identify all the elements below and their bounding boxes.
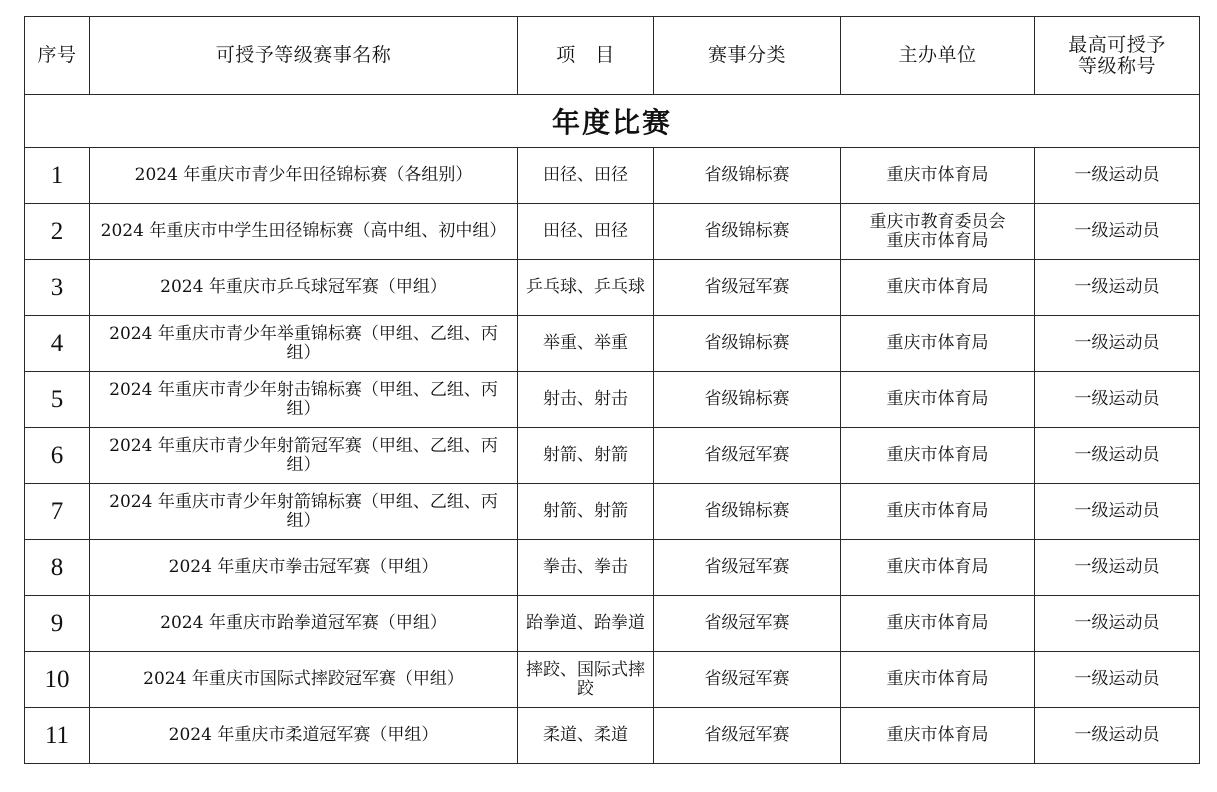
table-row bbox=[25, 596, 1200, 652]
cell-item: 跆拳道、跆拳道 bbox=[518, 596, 654, 652]
header-level: 最高可授予 等级称号 bbox=[1035, 17, 1200, 95]
cell-number: 9 bbox=[25, 596, 90, 652]
cell-item: 田径、田径 bbox=[518, 148, 654, 204]
table-row bbox=[25, 204, 1200, 260]
cell-organizer: 重庆市体育局 bbox=[841, 652, 1035, 708]
cell-organizer: 重庆市体育局 bbox=[841, 708, 1035, 764]
cell-organizer: 重庆市体育局 bbox=[841, 484, 1035, 540]
cell-number: 3 bbox=[25, 260, 90, 316]
cell-level: 一级运动员 bbox=[1035, 540, 1200, 596]
cell-number: 6 bbox=[25, 428, 90, 484]
cell-organizer: 重庆市体育局 bbox=[841, 372, 1035, 428]
cell-number: 10 bbox=[25, 652, 90, 708]
cell-level: 一级运动员 bbox=[1035, 484, 1200, 540]
table-row bbox=[25, 316, 1200, 372]
cell-item: 举重、举重 bbox=[518, 316, 654, 372]
cell-category: 省级锦标赛 bbox=[654, 148, 841, 204]
cell-organizer: 重庆市体育局 bbox=[841, 260, 1035, 316]
header-number: 序号 bbox=[25, 17, 90, 95]
cell-organizer: 重庆市体育局 bbox=[841, 596, 1035, 652]
cell-event-name: 2024 年重庆市中学生田径锦标赛（高中组、初中组） bbox=[90, 204, 518, 260]
cell-event-name: 2024 年重庆市跆拳道冠军赛（甲组） bbox=[90, 596, 518, 652]
cell-number: 5 bbox=[25, 372, 90, 428]
cell-level: 一级运动员 bbox=[1035, 372, 1200, 428]
cell-level: 一级运动员 bbox=[1035, 148, 1200, 204]
table-row bbox=[25, 708, 1200, 764]
event-table bbox=[24, 16, 1200, 764]
cell-item: 拳击、拳击 bbox=[518, 540, 654, 596]
cell-category: 省级冠军赛 bbox=[654, 708, 841, 764]
cell-event-name: 2024 年重庆市青少年射箭锦标赛（甲组、乙组、丙组） bbox=[90, 484, 518, 540]
cell-number: 4 bbox=[25, 316, 90, 372]
cell-category: 省级冠军赛 bbox=[654, 652, 841, 708]
cell-category: 省级锦标赛 bbox=[654, 372, 841, 428]
cell-organizer: 重庆市体育局 bbox=[841, 148, 1035, 204]
section-title: 年度比赛 bbox=[25, 95, 1200, 148]
cell-event-name: 2024 年重庆市青少年举重锦标赛（甲组、乙组、丙组） bbox=[90, 316, 518, 372]
cell-level: 一级运动员 bbox=[1035, 708, 1200, 764]
cell-category: 省级冠军赛 bbox=[654, 260, 841, 316]
cell-number: 11 bbox=[25, 708, 90, 764]
cell-category: 省级冠军赛 bbox=[654, 596, 841, 652]
cell-event-name: 2024 年重庆市拳击冠军赛（甲组） bbox=[90, 540, 518, 596]
cell-category: 省级锦标赛 bbox=[654, 484, 841, 540]
cell-level: 一级运动员 bbox=[1035, 260, 1200, 316]
table-row bbox=[25, 428, 1200, 484]
cell-item: 射箭、射箭 bbox=[518, 428, 654, 484]
cell-event-name: 2024 年重庆市青少年射击锦标赛（甲组、乙组、丙组） bbox=[90, 372, 518, 428]
cell-event-name: 2024 年重庆市国际式摔跤冠军赛（甲组） bbox=[90, 652, 518, 708]
table-row bbox=[25, 484, 1200, 540]
header-organizer: 主办单位 bbox=[841, 17, 1035, 95]
cell-item: 射箭、射箭 bbox=[518, 484, 654, 540]
cell-organizer: 重庆市体育局 bbox=[841, 428, 1035, 484]
table-row bbox=[25, 372, 1200, 428]
cell-category: 省级锦标赛 bbox=[654, 204, 841, 260]
cell-item: 柔道、柔道 bbox=[518, 708, 654, 764]
cell-number: 1 bbox=[25, 148, 90, 204]
cell-level: 一级运动员 bbox=[1035, 652, 1200, 708]
table-row bbox=[25, 652, 1200, 708]
document-sheet bbox=[24, 16, 1199, 764]
table-header-row bbox=[25, 17, 1200, 95]
cell-item: 摔跤、国际式摔跤 bbox=[518, 652, 654, 708]
cell-level: 一级运动员 bbox=[1035, 596, 1200, 652]
cell-level: 一级运动员 bbox=[1035, 316, 1200, 372]
cell-number: 8 bbox=[25, 540, 90, 596]
section-row bbox=[25, 95, 1200, 148]
cell-category: 省级锦标赛 bbox=[654, 316, 841, 372]
cell-item: 射击、射击 bbox=[518, 372, 654, 428]
cell-organizer: 重庆市体育局 bbox=[841, 316, 1035, 372]
cell-event-name: 2024 年重庆市青少年田径锦标赛（各组别） bbox=[90, 148, 518, 204]
cell-category: 省级冠军赛 bbox=[654, 540, 841, 596]
cell-event-name: 2024 年重庆市乒乓球冠军赛（甲组） bbox=[90, 260, 518, 316]
cell-category: 省级冠军赛 bbox=[654, 428, 841, 484]
cell-item: 乒乓球、乒乓球 bbox=[518, 260, 654, 316]
table-row bbox=[25, 540, 1200, 596]
cell-organizer: 重庆市教育委员会 重庆市体育局 bbox=[841, 204, 1035, 260]
header-item: 项 目 bbox=[518, 17, 654, 95]
cell-level: 一级运动员 bbox=[1035, 204, 1200, 260]
cell-number: 2 bbox=[25, 204, 90, 260]
header-category: 赛事分类 bbox=[654, 17, 841, 95]
header-event-name: 可授予等级赛事名称 bbox=[90, 17, 518, 95]
cell-event-name: 2024 年重庆市青少年射箭冠军赛（甲组、乙组、丙组） bbox=[90, 428, 518, 484]
table-row bbox=[25, 260, 1200, 316]
table-row bbox=[25, 148, 1200, 204]
cell-item: 田径、田径 bbox=[518, 204, 654, 260]
cell-event-name: 2024 年重庆市柔道冠军赛（甲组） bbox=[90, 708, 518, 764]
cell-number: 7 bbox=[25, 484, 90, 540]
cell-level: 一级运动员 bbox=[1035, 428, 1200, 484]
cell-organizer: 重庆市体育局 bbox=[841, 540, 1035, 596]
